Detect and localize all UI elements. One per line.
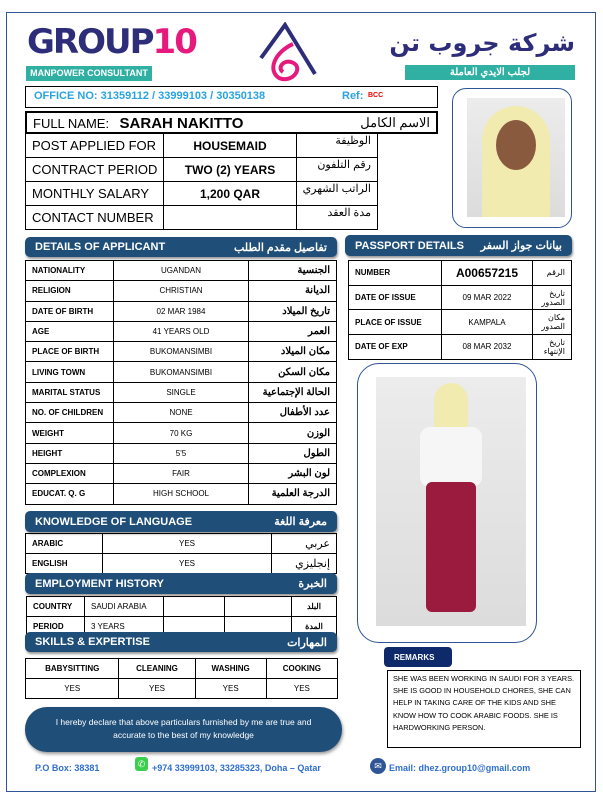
employment-table <box>26 596 337 637</box>
skill-header: WASHING <box>195 659 266 679</box>
empty-cell <box>164 597 225 617</box>
row-value: CHRISTIAN <box>114 281 249 301</box>
table-row <box>349 335 572 360</box>
row-label: RELIGION <box>26 281 114 301</box>
employment-header <box>25 573 337 594</box>
ref-value: BCC <box>368 92 384 99</box>
footer-email: Email: dhez.group10@gmail.com <box>389 763 531 773</box>
row-label: DATE OF ISSUE <box>349 285 442 310</box>
row-value: 41 YEARS OLD <box>114 321 249 341</box>
row-label-ar: عربي <box>272 534 337 554</box>
row-value: SAUDI ARABIA <box>85 597 164 617</box>
skills-title: SKILLS & EXPERTISE <box>35 636 150 648</box>
office-bar <box>25 86 438 108</box>
row-value: YES <box>103 534 272 554</box>
row-label-ar: تاريخ الإنتهاء <box>533 335 572 360</box>
row-label: NUMBER <box>349 261 442 286</box>
row-value: HOUSEMAID <box>164 134 296 158</box>
row-label-ar: الوظيفة <box>296 134 377 158</box>
language-title-ar: معرفة اللغة <box>274 516 327 528</box>
skill-header: COOKING <box>266 659 337 679</box>
row-value: KAMPALA <box>442 310 533 335</box>
full-name-value: SARAH NAKITTO <box>119 115 244 132</box>
declaration-banner: I hereby declare that above particulars furnished by me are true and accurate to the best of my knowledge <box>25 707 342 752</box>
row-label-ar: الراتب الشهري <box>296 182 377 206</box>
table-row <box>26 134 378 158</box>
passport-title-ar: بيانات جواز السفر <box>480 240 562 252</box>
skill-value: YES <box>119 679 195 699</box>
row-label: COMPLEXION <box>26 463 114 483</box>
skill-value: YES <box>195 679 266 699</box>
row-label-ar: عدد الأطفال <box>249 403 337 423</box>
skills-title-ar: المهارات <box>287 636 327 649</box>
table-row <box>27 597 337 617</box>
row-value: SINGLE <box>114 382 249 402</box>
employment-title-ar: الخبرة <box>298 578 327 590</box>
row-label-ar: الجنسية <box>249 261 337 281</box>
details-title: DETAILS OF APPLICANT <box>35 241 166 253</box>
footer-pobox: P.O Box: 38381 <box>35 763 100 773</box>
row-value: 02 MAR 1984 <box>114 301 249 321</box>
row-value: YES <box>103 554 272 574</box>
row-label-ar: مكان الصدور <box>533 310 572 335</box>
row-label: POST APPLIED FOR <box>26 134 164 158</box>
arabic-logo-subtitle: لجلب الايدي العاملة <box>405 65 575 80</box>
table-row <box>349 261 572 286</box>
row-value: 1,200 QAR <box>164 182 296 206</box>
top-info-table <box>25 133 378 230</box>
full-name-ar: الاسم الكامل <box>360 115 430 130</box>
row-value: 70 KG <box>114 423 249 443</box>
row-label-ar: مدة العقد <box>296 206 377 230</box>
row-value: 3 YEARS <box>85 617 164 637</box>
row-label-ar: لون البشر <box>249 463 337 483</box>
footer-phone: +974 33999103, 33285323, Doha – Qatar <box>152 763 321 773</box>
row-label: EDUCAT. Q. G <box>26 484 114 504</box>
table-row <box>26 342 337 362</box>
row-label: PLACE OF BIRTH <box>26 342 114 362</box>
table-row <box>26 182 378 206</box>
language-title: KNOWLEDGE OF LANGUAGE <box>35 515 193 528</box>
row-label-ar: مكان الميلاد <box>249 342 337 362</box>
row-value: 08 MAR 2032 <box>442 335 533 360</box>
row-label-ar: الطول <box>249 443 337 463</box>
ref-label: Ref: <box>342 90 364 102</box>
remarks-box: SHE WAS BEEN WORKING IN SAUDI FOR 3 YEARS. SHE IS GOOD IN HOUSEHOLD CHORES, SHE CAN HELP IN TAKING CARE OF THE KIDS AND SHE KNOW HOW TO COOK ARABIC FOODS. SHE IS HARDWORKING PERSON. <box>387 670 581 748</box>
row-label: CONTACT NUMBER <box>26 206 164 230</box>
row-label-ar: العمر <box>249 321 337 341</box>
row-label: LIVING TOWN <box>26 362 114 382</box>
row-label-ar: الرقم <box>533 261 572 286</box>
portrait-frame <box>452 88 572 228</box>
passport-header <box>345 235 572 256</box>
row-label: MARITAL STATUS <box>26 382 114 402</box>
row-value: TWO (2) YEARS <box>164 158 296 182</box>
skill-value: YES <box>266 679 337 699</box>
email-icon: ✉ <box>370 758 386 774</box>
row-label-ar: تاريخ الميلاد <box>249 301 337 321</box>
row-label-ar: مكان السكن <box>249 362 337 382</box>
details-table <box>25 260 337 505</box>
table-row <box>349 285 572 310</box>
row-label-ar: إنجليزي <box>272 554 337 574</box>
row-value: HIGH SCHOOL <box>114 484 249 504</box>
row-label: AGE <box>26 321 114 341</box>
row-label: NATIONALITY <box>26 261 114 281</box>
row-label-ar: تاريخ الصدور <box>533 285 572 310</box>
full-name-bar <box>25 111 438 134</box>
row-value: NONE <box>114 403 249 423</box>
row-value: UGANDAN <box>114 261 249 281</box>
table-row <box>26 534 337 554</box>
skill-header: CLEANING <box>119 659 195 679</box>
row-label-ar: رقم التلفون <box>296 158 377 182</box>
row-label: DATE OF BIRTH <box>26 301 114 321</box>
row-value: 5'5 <box>114 443 249 463</box>
table-row <box>26 484 337 504</box>
passport-title: PASSPORT DETAILS <box>355 239 464 252</box>
skills-table <box>25 658 338 699</box>
table-row <box>26 443 337 463</box>
language-header <box>25 511 337 532</box>
table-row <box>26 281 337 301</box>
row-label: DATE OF EXP <box>349 335 442 360</box>
table-row <box>26 423 337 443</box>
row-value: BUKOMANSIMBI <box>114 342 249 362</box>
details-header <box>25 237 337 257</box>
row-label-ar: الحالة الإجتماعية <box>249 382 337 402</box>
portrait-photo <box>467 98 565 217</box>
row-label: WEIGHT <box>26 423 114 443</box>
table-row <box>26 206 378 230</box>
full-name-label: FULL NAME: <box>33 116 110 131</box>
full-body-photo <box>376 377 526 626</box>
row-label: ENGLISH <box>26 554 103 574</box>
table-row <box>26 301 337 321</box>
table-row <box>26 261 337 281</box>
details-title-ar: تفاصيل مقدم الطلب <box>234 241 327 254</box>
whatsapp-icon: ✆ <box>135 757 148 771</box>
row-value: FAIR <box>114 463 249 483</box>
remarks-label: REMARKS <box>384 647 452 667</box>
skill-header: BABYSITTING <box>26 659 119 679</box>
row-label-ar: الدرجة العلمية <box>249 484 337 504</box>
office-numbers: OFFICE NO: 31359112 / 33999103 / 30350138 <box>34 90 266 102</box>
table-row <box>26 403 337 423</box>
row-value: A00657215 <box>442 261 533 286</box>
table-row <box>26 362 337 382</box>
row-label-ar: الديانة <box>249 281 337 301</box>
passport-table <box>348 260 572 360</box>
table-row <box>26 554 337 574</box>
company-emblem-icon <box>255 22 320 84</box>
row-label: NO. OF CHILDREN <box>26 403 114 423</box>
empty-cell <box>225 597 292 617</box>
group10-logo: GROUP10 <box>27 22 196 62</box>
row-value <box>164 206 296 230</box>
arabic-logo: شركة جروب تن <box>389 29 575 57</box>
row-label: PLACE OF ISSUE <box>349 310 442 335</box>
full-photo-frame <box>357 363 537 643</box>
table-row <box>26 463 337 483</box>
logo-subtitle: MANPOWER CONSULTANT <box>26 66 152 81</box>
skill-value: YES <box>26 679 119 699</box>
row-label: PERIOD <box>27 617 85 637</box>
row-label: ARABIC <box>26 534 103 554</box>
table-row <box>349 310 572 335</box>
employment-title: EMPLOYMENT HISTORY <box>35 577 164 590</box>
row-label-ar: البلد <box>292 597 337 617</box>
skills-values-row <box>26 679 338 699</box>
row-label: HEIGHT <box>26 443 114 463</box>
table-row <box>26 382 337 402</box>
row-label: MONTHLY SALARY <box>26 182 164 206</box>
table-row <box>26 158 378 182</box>
row-label-ar: الوزن <box>249 423 337 443</box>
row-label: CONTRACT PERIOD <box>26 158 164 182</box>
skills-header <box>25 632 337 652</box>
row-value: BUKOMANSIMBI <box>114 362 249 382</box>
table-row <box>26 321 337 341</box>
row-value: 09 MAR 2022 <box>442 285 533 310</box>
row-label-ar: المدة <box>292 617 337 637</box>
language-table <box>25 533 337 574</box>
skills-headers-row <box>26 659 338 679</box>
row-label: COUNTRY <box>27 597 85 617</box>
